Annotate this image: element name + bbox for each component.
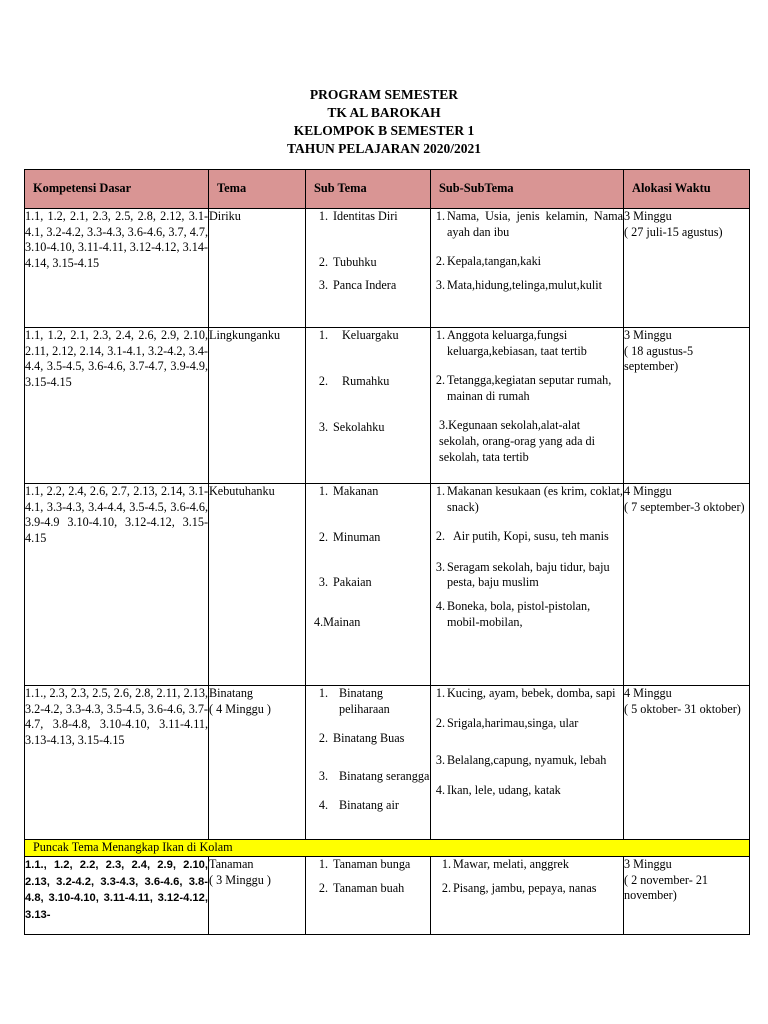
sub-tema-item [306, 881, 430, 897]
sub-subtema-cell [431, 484, 624, 686]
tema-duration: ( 3 Minggu ) [209, 872, 271, 887]
item-number: 2. [435, 254, 445, 269]
sub-tema-item [306, 255, 430, 271]
sub-tema-item [306, 798, 430, 814]
sub-subtema-item [431, 418, 623, 465]
item-text: Tetangga,kegiatan seputar rumah, mainan di rumah [447, 373, 612, 403]
sub-tema-cell [306, 209, 431, 328]
item-text: Binatang serangga [339, 768, 430, 783]
title-line-3: KELOMPOK B SEMESTER 1 [293, 123, 475, 138]
alokasi-waktu-cell [624, 484, 750, 686]
item-number: 1. [435, 209, 445, 223]
sub-subtema-item [431, 686, 623, 702]
alokasi-waktu-cell [624, 209, 750, 328]
alokasi-duration: 3 Minggu [624, 209, 672, 223]
title-line-4: TAHUN PELAJARAN 2020/2021 [286, 141, 481, 156]
sub-subtema-item [431, 881, 623, 897]
item-text: Makanan kesukaan (es krim, coklat, snack) [447, 484, 623, 514]
sub-tema-item [306, 209, 430, 225]
sub-tema-item [306, 731, 430, 747]
item-number: 3. [318, 768, 328, 783]
tema-cell: Lingkunganku [209, 328, 306, 484]
sub-subtema-item [431, 484, 623, 515]
item-number: 1. [318, 484, 328, 498]
item-number: 3. [435, 753, 445, 768]
sub-tema-cell [306, 686, 431, 840]
item-text: Identitas Diri [333, 209, 398, 223]
alokasi-dates: ( 2 november- 21 november) [624, 872, 709, 903]
alokasi-duration: 3 Minggu [624, 328, 672, 342]
alokasi-waktu-cell [624, 857, 750, 935]
sub-subtema-item [431, 278, 623, 294]
item-text: Rumahku [342, 373, 390, 388]
item-text: Ikan, lele, udang, katak [447, 782, 561, 797]
item-text: Sekolahku [333, 420, 385, 435]
item-text: 4.Mainan [314, 614, 361, 629]
item-text: Mawar, melati, anggrek [453, 857, 569, 871]
sub-subtema-item [431, 209, 623, 240]
kompetensi-dasar-cell: 1.1., 1.2, 2.2, 2.3, 2.4, 2.9, 2.10, 2.13, 3.2-4.2, 3.3-4.3, 3.6-4.6, 3.8-4.8, 3.10-4.10, 3.11-4.11, 3.12-4.12, 3.13- [25, 857, 209, 935]
sub-tema-item [306, 769, 430, 785]
item-number: 3. [435, 277, 445, 292]
sub-subtema-item [431, 753, 623, 769]
item-text: Pakaian [333, 575, 372, 590]
item-number: 3. [318, 278, 328, 293]
item-text: Seragam sekolah, baju tidur, baju pesta, baju muslim [447, 559, 610, 590]
kompetensi-dasar-cell: 1.1, 1.2, 2.1, 2.3, 2.5, 2.8, 2.12, 3.1-4.1, 3.2-4.2, 3.3-4.3, 3.6-4.6, 3.7, 4.7, 3.10-4.10, 3.11-4.11, 3.12-4.12, 3.14-4.14, 3.15-4.15 [25, 209, 209, 328]
item-text: Air putih, Kopi, susu, teh manis [453, 529, 609, 544]
table-row [25, 209, 750, 328]
item-text: Anggota keluarga,fungsi keluarga,kebiasan, taat tertib [447, 328, 587, 358]
sub-subtema-item [431, 373, 623, 404]
sub-subtema-item [431, 560, 623, 591]
sub-subtema-item [431, 529, 623, 545]
item-number: 1. [318, 209, 328, 223]
alokasi-dates: ( 5 oktober- 31 oktober) [624, 701, 741, 716]
sub-tema-item [306, 484, 430, 500]
alokasi-dates: ( 7 september-3 oktober) [624, 499, 745, 514]
tema-cell: Diriku [209, 209, 306, 328]
sub-subtema-item [431, 254, 623, 270]
header-sub-tema: Sub Tema [306, 170, 431, 209]
alokasi-duration: 3 Minggu [624, 857, 672, 871]
item-text: Panca Indera [333, 278, 397, 293]
tema-cell: Kebutuhanku [209, 484, 306, 686]
item-number: 4. [435, 782, 445, 797]
sub-tema-item [306, 374, 430, 390]
item-number: 1. [435, 484, 445, 498]
item-number: 3. [435, 559, 445, 574]
alokasi-waktu-cell [624, 328, 750, 484]
item-text: Nama, Usia, jenis kelamin, Nama ayah dan ibu [447, 209, 623, 239]
sub-subtema-cell [431, 857, 624, 935]
item-text: Binatang air [339, 798, 399, 813]
sub-subtema-item [431, 783, 623, 799]
table-row [25, 328, 750, 484]
sub-tema-item [306, 686, 430, 717]
item-text: Srigala,harimau,singa, ular [447, 715, 579, 730]
item-text: Kepala,tangan,kaki [447, 254, 542, 269]
item-text: Belalang,capung, nyamuk, lebah [447, 753, 607, 768]
header-alokasi-waktu: Alokasi Waktu [624, 170, 750, 209]
sub-subtema-cell [431, 328, 624, 484]
sub-tema-item [306, 615, 430, 631]
table-row [25, 686, 750, 840]
sub-subtema-cell [431, 209, 624, 328]
alokasi-duration: 4 Minggu [624, 686, 672, 700]
sub-subtema-item [431, 857, 623, 873]
item-number: 2. [435, 715, 445, 730]
sub-tema-cell [306, 328, 431, 484]
title-line-1: PROGRAM SEMESTER [309, 87, 459, 102]
alokasi-waktu-cell [624, 686, 750, 840]
item-number: 1. [435, 686, 445, 700]
sub-tema-cell [306, 857, 431, 935]
item-number: 2. [441, 880, 451, 895]
item-text: Tanaman bunga [333, 857, 411, 871]
item-text: Tanaman buah [333, 880, 405, 895]
item-number: 1. [318, 686, 328, 700]
sub-tema-item [306, 328, 430, 344]
table-row [25, 484, 750, 686]
tema-cell [209, 686, 306, 840]
item-number: 2. [318, 254, 328, 269]
sub-subtema-item [431, 599, 623, 630]
sub-subtema-item [431, 328, 623, 359]
kompetensi-dasar-cell: 1.1, 1.2, 2.1, 2.3, 2.4, 2.6, 2.9, 2.10, 2.11, 2.12, 2.14, 3.1-4.1, 3.2-4.2, 3.4-4.4, 3.5-4.5, 3.6-4.6, 3.7-4.7, 3.9-4.9, 3.15-4.15 [25, 328, 209, 484]
item-number: 1. [318, 328, 328, 342]
item-text: 3.Kegunaan sekolah,alat-alat sekolah, orang-orag yang ada di sekolah, tata tertib [439, 418, 596, 464]
item-number: 3. [318, 420, 328, 435]
item-number: 2. [318, 880, 328, 895]
header-kompetensi-dasar: Kompetensi Dasar [25, 170, 209, 209]
alokasi-dates: ( 18 agustus-5 september) [624, 343, 694, 374]
sub-tema-item [306, 278, 430, 294]
item-text: Binatang Buas [333, 731, 405, 746]
sub-tema-cell [306, 484, 431, 686]
kompetensi-dasar-cell: 1.1, 2.2, 2.4, 2.6, 2.7, 2.13, 2.14, 3.1-4.1, 3.3-4.3, 3.4-4.4, 3.5-4.5, 3.6-4.6, 3.9-4.9 3.10-4.10, 3.12-4.12, 3.15-4.15 [25, 484, 209, 686]
document-title [0, 86, 768, 158]
alokasi-dates: ( 27 juli-15 agustus) [624, 224, 723, 239]
header-tema: Tema [209, 170, 306, 209]
sub-subtema-cell [431, 686, 624, 840]
tema-name: Tanaman [209, 857, 254, 871]
item-text: Boneka, bola, pistol-pistolan, mobil-mobilan, [447, 598, 591, 629]
item-number: 3. [318, 575, 328, 590]
item-number: 2. [435, 373, 445, 388]
kompetensi-dasar-cell: 1.1., 2.3, 2.3, 2.5, 2.6, 2.8, 2.11, 2.13, 3.2-4.2, 3.3-4.3, 3.5-4.5, 3.6-4.6, 3.7-4.7, 3.8-4.8, 3.10-4.10, 3.11-4.11, 3.13-4.13, 3.15-4.15 [25, 686, 209, 840]
item-text: Makanan [333, 484, 379, 498]
program-table [24, 169, 750, 935]
puncak-tema-text: Puncak Tema Menangkap Ikan di Kolam [25, 840, 750, 857]
sub-tema-item [306, 857, 430, 873]
tema-cell [209, 857, 306, 935]
header-sub-subtema: Sub-SubTema [431, 170, 624, 209]
item-number: 1. [435, 328, 445, 342]
item-text: Kucing, ayam, bebek, domba, sapi [447, 686, 616, 700]
item-text: Mata,hidung,telinga,mulut,kulit [447, 277, 603, 292]
table-header-row [25, 170, 750, 209]
item-number: 2. [318, 529, 328, 544]
sub-tema-item [306, 575, 430, 591]
sub-subtema-item [431, 716, 623, 732]
tema-name: Binatang [209, 686, 254, 700]
item-number: 2. [318, 373, 328, 388]
item-text: Pisang, jambu, pepaya, nanas [453, 880, 597, 895]
tema-duration: ( 4 Minggu ) [209, 701, 271, 716]
sub-tema-item [306, 530, 430, 546]
item-number: 1. [318, 857, 328, 871]
item-number: 2. [318, 731, 328, 746]
item-number: 2. [435, 529, 445, 544]
item-number: 1. [441, 857, 451, 871]
sub-tema-item [306, 420, 430, 436]
item-number: 4. [435, 598, 445, 613]
item-text: Minuman [333, 529, 381, 544]
title-line-2: TK AL BAROKAH [327, 105, 441, 120]
item-text: Binatang peliharaan [339, 686, 390, 716]
puncak-tema-row [25, 840, 750, 857]
item-text: Tubuhku [333, 254, 377, 269]
item-text: Keluargaku [342, 328, 399, 342]
item-number: 4. [318, 798, 328, 813]
alokasi-duration: 4 Minggu [624, 484, 672, 498]
table-row [25, 857, 750, 935]
